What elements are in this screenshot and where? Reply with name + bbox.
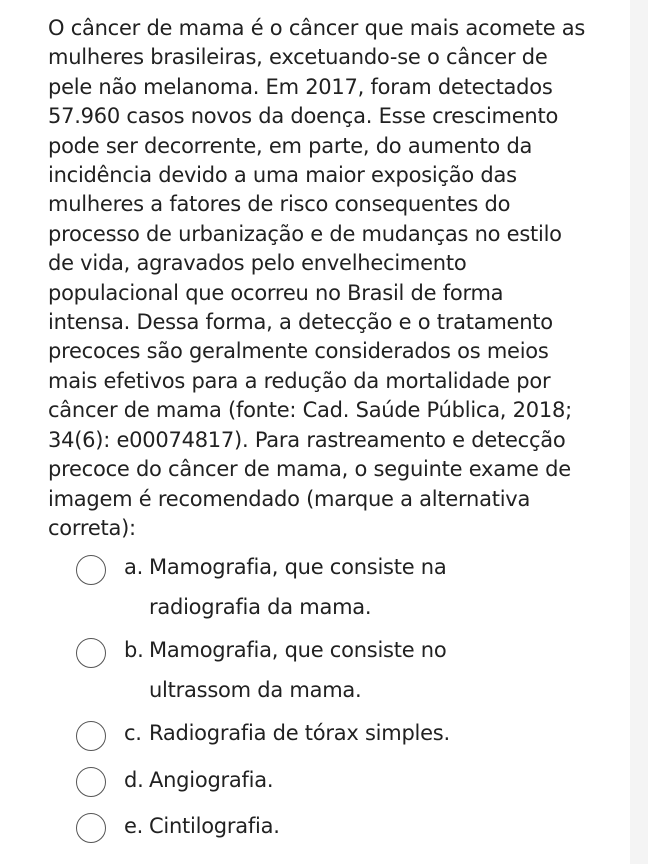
question-line: 34(6): e00074817). Para rastreamento e detecção [48,427,566,452]
option-label [149,547,569,627]
option-label-line: ultrassom da mama. [149,678,362,702]
question-line: intensa. Dessa forma, a detecção e o tratamento [48,310,553,335]
question-block [48,14,608,543]
option-label-line: Angiografia. [149,768,274,792]
question-line: O câncer de mama é o câncer que mais acomete as [48,16,586,40]
option-letter: a. [124,555,144,579]
radio-button-a[interactable] [76,555,106,585]
option-a[interactable] [76,550,596,630]
option-letter: d. [124,768,144,792]
question-line: mulheres brasileiras, excetuando-se o câncer de [48,45,548,70]
option-b[interactable] [76,633,596,713]
question-text [48,14,608,543]
question-line: mais efetivos para a redução da mortalidade por [48,368,551,393]
question-line: correta): [48,515,136,540]
question-line: mulheres a fatores de risco consequentes do [48,192,511,217]
question-line: câncer de mama (fonte: Cad. Saúde Pública, 2018; [48,398,572,423]
question-line: populacional que ocorreu no Brasil de forma [48,280,504,305]
radio-button-b[interactable] [76,638,106,668]
question-line: pele não melanoma. Em 2017, foram detectados [48,74,553,99]
question-line: incidência devido a uma maior exposição das [48,163,517,188]
option-d[interactable] [76,763,596,803]
radio-button-c[interactable] [76,721,106,751]
option-label-line: radiografia da mama. [149,595,372,619]
question-line: pode ser decorrente, em parte, do aumento da [48,133,533,158]
question-line: 57.960 casos novos da doença. Esse crescimento [48,104,559,129]
option-letter: e. [124,814,144,838]
option-label-line: Cintilografia. [149,814,280,838]
option-label [149,760,569,800]
question-line: precoce do câncer de mama, o seguinte exame de [48,457,571,482]
radio-button-d[interactable] [76,767,106,797]
question-line: processo de urbanização e de mudanças no estilo [48,221,562,246]
option-letter: c. [124,721,142,745]
option-label-line: Radiografia de tórax simples. [149,721,450,745]
option-label [149,630,569,710]
option-label [149,713,569,753]
radio-button-e[interactable] [76,813,106,843]
option-e[interactable] [76,811,596,851]
option-letter: b. [124,638,144,662]
question-line: de vida, agravados pelo envelhecimento [48,251,467,276]
question-line: imagem é recomendado (marque a alternativa [48,486,531,511]
question-line: precoces são geralmente considerados os meios [48,339,549,364]
option-c[interactable] [76,716,596,756]
option-label-line: Mamografia, que consiste na [149,555,447,579]
scroll-gutter [630,0,648,864]
option-label [149,806,569,846]
option-label-line: Mamografia, que consiste no [149,638,447,662]
